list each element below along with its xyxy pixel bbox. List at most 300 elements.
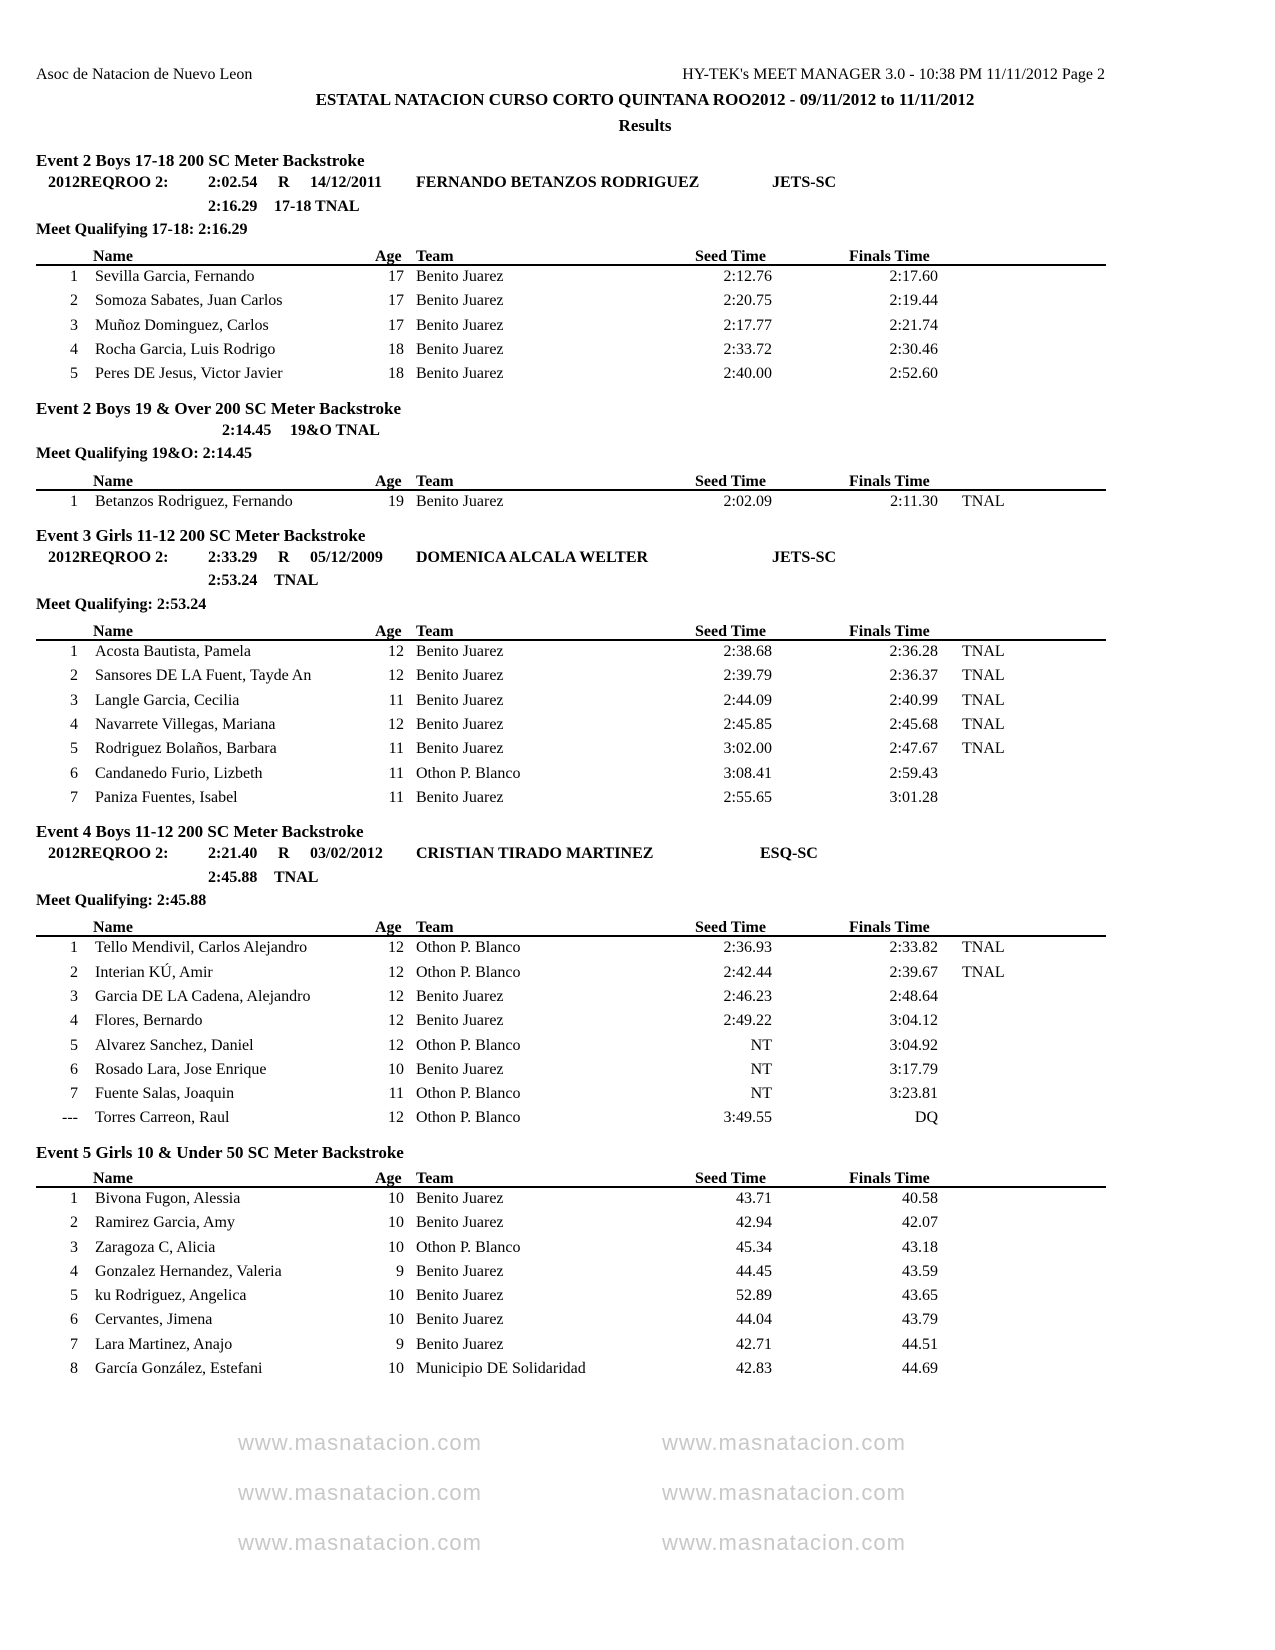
record-team: JETS-SC (772, 549, 837, 567)
column-header-name: Name (93, 919, 133, 937)
table-row (0, 1083, 1275, 1107)
seed-time: 2:55.65 (723, 788, 772, 806)
finals-time: 44.69 (902, 1360, 938, 1378)
swimmer-name: Rocha Garcia, Luis Rodrigo (95, 341, 276, 359)
team: Benito Juarez (416, 1189, 504, 1207)
event-section (0, 149, 1275, 388)
event-title-line (0, 524, 1275, 547)
swimmer-name: Muñoz Dominguez, Carlos (95, 316, 269, 334)
finals-time: 3:04.12 (889, 1012, 938, 1030)
swimmer-name: Navarrete Villegas, Mariana (95, 715, 276, 733)
finals-time: 44.51 (902, 1335, 938, 1353)
swimmer-name: Tello Mendivil, Carlos Alejandro (95, 939, 308, 957)
results-heading: Results (618, 116, 672, 135)
finals-time: 2:59.43 (889, 764, 938, 782)
qualification-note: TNAL (962, 492, 1005, 510)
finals-time: 2:17.60 (889, 268, 938, 286)
seed-time: 42.83 (736, 1360, 772, 1378)
record-holder: DOMENICA ALCALA WELTER (416, 549, 649, 567)
watermark: www.masnatacion.com (238, 1480, 482, 1505)
place: 8 (70, 1360, 78, 1378)
finals-time: 2:39.67 (889, 963, 938, 981)
age: 17 (388, 316, 404, 334)
age: 12 (388, 1036, 404, 1054)
record-holder: FERNANDO BETANZOS RODRIGUEZ (416, 174, 700, 192)
seed-time: 2:49.22 (723, 1012, 772, 1030)
place: 1 (70, 268, 78, 286)
seed-time: 44.04 (736, 1311, 772, 1329)
age: 10 (388, 1360, 404, 1378)
swimmer-name: Alvarez Sanchez, Daniel (95, 1036, 254, 1054)
standard-time: 2:45.88 (208, 868, 258, 886)
table-row (0, 1035, 1275, 1059)
swimmer-name: Somoza Sabates, Juan Carlos (95, 292, 283, 310)
column-header-finals-time: Finals Time (849, 1169, 930, 1187)
column-header-team: Team (416, 1169, 454, 1187)
place: 1 (70, 1189, 78, 1207)
swimmer-name: García González, Estefani (95, 1360, 263, 1378)
event-section (0, 820, 1275, 1132)
table-row (0, 714, 1275, 738)
finals-time: 43.18 (902, 1238, 938, 1256)
team: Benito Juarez (416, 492, 504, 510)
table-row (0, 1261, 1275, 1285)
team: Othon P. Blanco (416, 764, 521, 782)
age: 11 (388, 788, 404, 806)
table-row (0, 937, 1275, 961)
column-header-age: Age (375, 623, 402, 641)
seed-time: 2:38.68 (723, 643, 772, 661)
standard-label: 17-18 TNAL (274, 197, 360, 215)
meet-qualifying: Meet Qualifying: 2:53.24 (36, 595, 207, 613)
swimmer-name: Cervantes, Jimena (95, 1311, 213, 1329)
organization-name: Asoc de Natacion de Nuevo Leon (36, 66, 253, 83)
seed-time: 2:02.09 (723, 492, 772, 510)
table-row (0, 491, 1275, 515)
event-title-line (0, 1141, 1275, 1164)
finals-time: 43.59 (902, 1262, 938, 1280)
event-title: Event 2 Boys 19 & Over 200 SC Meter Backstroke (36, 398, 401, 418)
column-header-age: Age (375, 919, 402, 937)
column-header-name: Name (93, 1169, 133, 1187)
event-section (0, 397, 1275, 515)
seed-time: 2:42.44 (723, 963, 772, 981)
team: Benito Juarez (416, 1262, 504, 1280)
swimmer-name: ku Rodriguez, Angelica (95, 1287, 247, 1305)
watermark: www.masnatacion.com (238, 1530, 482, 1555)
event-title-line (0, 149, 1275, 172)
swimmer-name: Sansores DE LA Fuent, Tayde An (95, 667, 312, 685)
record-holder: CRISTIAN TIRADO MARTINEZ (416, 845, 654, 863)
team: Benito Juarez (416, 1214, 504, 1232)
team: Benito Juarez (416, 740, 504, 758)
finals-time: 43.65 (902, 1287, 938, 1305)
place: 5 (70, 740, 78, 758)
age: 11 (388, 1085, 404, 1103)
age: 9 (396, 1262, 404, 1280)
table-row (0, 763, 1275, 787)
seed-time: 2:45.85 (723, 715, 772, 733)
column-header-finals-time: Finals Time (849, 248, 930, 266)
team: Benito Juarez (416, 1287, 504, 1305)
meet-title: ESTATAL NATACION CURSO CORTO QUINTANA ROO2012 - 09/11/2012 to 11/11/2012 (315, 90, 975, 109)
column-header-seed-time: Seed Time (695, 919, 766, 937)
standard-label: 19&O TNAL (290, 421, 380, 439)
qualification-note: TNAL (962, 939, 1005, 957)
event-title-line (0, 397, 1275, 420)
seed-time: 2:20.75 (723, 292, 772, 310)
finals-time: 2:45.68 (889, 715, 938, 733)
place: 1 (70, 939, 78, 957)
record-time: 2:21.40 (208, 845, 258, 863)
finals-time: 3:04.92 (889, 1036, 938, 1054)
record-date: 14/12/2011 (310, 174, 383, 192)
standard-line (0, 570, 1275, 593)
team: Benito Juarez (416, 341, 504, 359)
column-header-team: Team (416, 919, 454, 937)
swimmer-name: Rosado Lara, Jose Enrique (95, 1060, 267, 1078)
finals-time: 2:40.99 (889, 691, 938, 709)
record-flag: R (278, 549, 290, 567)
meet-qualifying-line (0, 890, 1275, 913)
team: Othon P. Blanco (416, 1085, 521, 1103)
meet-qualifying: Meet Qualifying 17-18: 2:16.29 (36, 220, 248, 238)
place: 7 (70, 788, 78, 806)
age: 12 (388, 667, 404, 685)
seed-time: 2:33.72 (723, 341, 772, 359)
place: 5 (70, 365, 78, 383)
record-team: ESQ-SC (760, 845, 818, 863)
qualification-note: TNAL (962, 691, 1005, 709)
column-header-row (36, 1164, 1106, 1188)
standard-label: TNAL (274, 868, 319, 886)
finals-time: 2:19.44 (889, 292, 938, 310)
seed-time: 42.71 (736, 1335, 772, 1353)
swimmer-name: Zaragoza C, Alicia (95, 1238, 216, 1256)
swimmer-name: Paniza Fuentes, Isabel (95, 788, 238, 806)
seed-time: 2:39.79 (723, 667, 772, 685)
age: 10 (388, 1238, 404, 1256)
seed-time: 52.89 (736, 1287, 772, 1305)
table-row (0, 1010, 1275, 1034)
table-row (0, 787, 1275, 811)
finals-time: 3:01.28 (889, 788, 938, 806)
column-header-name: Name (93, 248, 133, 266)
software-page-info: HY-TEK's MEET MANAGER 3.0 - 10:38 PM 11/11/2012 Page 2 (682, 66, 1105, 83)
column-header-finals-time: Finals Time (849, 919, 930, 937)
team: Benito Juarez (416, 1335, 504, 1353)
seed-time: 2:46.23 (723, 987, 772, 1005)
swimmer-name: Sevilla Garcia, Fernando (95, 268, 255, 286)
place: 6 (70, 764, 78, 782)
team: Benito Juarez (416, 715, 504, 733)
swimmer-name: Rodriguez Bolaños, Barbara (95, 740, 277, 758)
seed-time: 2:12.76 (723, 268, 772, 286)
team: Municipio DE Solidaridad (416, 1360, 586, 1378)
place: 7 (70, 1335, 78, 1353)
place: 4 (70, 1012, 78, 1030)
table-row (0, 641, 1275, 665)
team: Benito Juarez (416, 1012, 504, 1030)
age: 18 (388, 365, 404, 383)
table-row (0, 665, 1275, 689)
watermark: www.masnatacion.com (238, 1430, 482, 1455)
table-row (0, 962, 1275, 986)
standard-time: 2:16.29 (208, 197, 258, 215)
standard-line (0, 867, 1275, 890)
seed-time: 44.45 (736, 1262, 772, 1280)
record-label: 2012REQROO 2: (48, 549, 169, 567)
team: Benito Juarez (416, 643, 504, 661)
age: 10 (388, 1060, 404, 1078)
finals-time: 2:21.74 (889, 316, 938, 334)
table-row (0, 1107, 1275, 1131)
place: 1 (70, 492, 78, 510)
meet-qualifying-line (0, 443, 1275, 466)
team: Benito Juarez (416, 365, 504, 383)
table-row (0, 986, 1275, 1010)
finals-time: 2:52.60 (889, 365, 938, 383)
event-section (0, 1141, 1275, 1383)
column-header-age: Age (375, 248, 402, 266)
qualification-note: TNAL (962, 715, 1005, 733)
table-row (0, 1334, 1275, 1358)
column-header-seed-time: Seed Time (695, 623, 766, 641)
column-header-name: Name (93, 623, 133, 641)
column-header-row (36, 617, 1106, 641)
column-header-age: Age (375, 1169, 402, 1187)
event-title: Event 3 Girls 11-12 200 SC Meter Backstroke (36, 525, 366, 545)
team: Benito Juarez (416, 667, 504, 685)
record-flag: R (278, 845, 290, 863)
place: 3 (70, 316, 78, 334)
age: 12 (388, 715, 404, 733)
team: Othon P. Blanco (416, 1238, 521, 1256)
place: 4 (70, 715, 78, 733)
watermark: www.masnatacion.com (662, 1480, 906, 1505)
column-header-team: Team (416, 472, 454, 490)
age: 19 (388, 492, 404, 510)
seed-time: 2:44.09 (723, 691, 772, 709)
place: 3 (70, 987, 78, 1005)
table-row (0, 1309, 1275, 1333)
swimmer-name: Interian KÚ, Amir (95, 963, 213, 981)
place: 2 (70, 1214, 78, 1232)
finals-time: 2:36.37 (889, 667, 938, 685)
standard-line (0, 420, 1275, 443)
qualification-note: TNAL (962, 643, 1005, 661)
place: 2 (70, 963, 78, 981)
column-header-seed-time: Seed Time (695, 472, 766, 490)
finals-time: 42.07 (902, 1214, 938, 1232)
age: 17 (388, 268, 404, 286)
table-row (0, 1059, 1275, 1083)
age: 12 (388, 1012, 404, 1030)
column-header-seed-time: Seed Time (695, 248, 766, 266)
record-date: 05/12/2009 (310, 549, 383, 567)
qualification-note: TNAL (962, 667, 1005, 685)
record-time: 2:02.54 (208, 174, 258, 192)
seed-time: 3:49.55 (723, 1109, 772, 1127)
record-line (0, 172, 1275, 195)
meet-qualifying-line (0, 594, 1275, 617)
column-header-seed-time: Seed Time (695, 1169, 766, 1187)
place: 1 (70, 643, 78, 661)
column-header-team: Team (416, 623, 454, 641)
seed-time: 45.34 (736, 1238, 772, 1256)
record-line (0, 547, 1275, 570)
table-row (0, 315, 1275, 339)
table-row (0, 738, 1275, 762)
table-row (0, 363, 1275, 387)
age: 10 (388, 1287, 404, 1305)
age: 12 (388, 643, 404, 661)
record-label: 2012REQROO 2: (48, 845, 169, 863)
column-header-row (36, 913, 1106, 937)
seed-time: 43.71 (736, 1189, 772, 1207)
standard-time: 2:53.24 (208, 572, 258, 590)
events-list (0, 149, 1275, 1391)
age: 12 (388, 939, 404, 957)
swimmer-name: Ramirez Garcia, Amy (95, 1214, 235, 1232)
seed-time: 2:17.77 (723, 316, 772, 334)
watermark: www.masnatacion.com (662, 1530, 906, 1555)
age: 9 (396, 1335, 404, 1353)
swimmer-name: Acosta Bautista, Pamela (95, 643, 251, 661)
column-header-team: Team (416, 248, 454, 266)
place: 6 (70, 1311, 78, 1329)
finals-time: DQ (914, 1109, 938, 1127)
event-title: Event 5 Girls 10 & Under 50 SC Meter Backstroke (36, 1142, 404, 1162)
swimmer-name: Torres Carreon, Raul (95, 1109, 230, 1127)
standard-time: 2:14.45 (222, 421, 272, 439)
column-header-row (36, 242, 1106, 266)
team: Benito Juarez (416, 788, 504, 806)
age: 10 (388, 1311, 404, 1329)
table-row (0, 290, 1275, 314)
team: Benito Juarez (416, 292, 504, 310)
age: 12 (388, 1109, 404, 1127)
place: 7 (70, 1085, 78, 1103)
finals-time: 2:36.28 (889, 643, 938, 661)
meet-qualifying-line (0, 219, 1275, 242)
team: Benito Juarez (416, 987, 504, 1005)
finals-time: 2:33.82 (889, 939, 938, 957)
seed-time: 3:02.00 (723, 740, 772, 758)
place: 5 (70, 1036, 78, 1054)
standard-label: TNAL (274, 572, 319, 590)
table-row (0, 1212, 1275, 1236)
swimmer-name: Fuente Salas, Joaquin (95, 1085, 235, 1103)
team: Othon P. Blanco (416, 939, 521, 957)
team: Benito Juarez (416, 268, 504, 286)
swimmer-name: Garcia DE LA Cadena, Alejandro (95, 987, 311, 1005)
team: Benito Juarez (416, 1311, 504, 1329)
swimmer-name: Gonzalez Hernandez, Valeria (95, 1262, 282, 1280)
seed-time: 2:36.93 (723, 939, 772, 957)
age: 11 (388, 691, 404, 709)
table-row (0, 266, 1275, 290)
swimmer-name: Bivona Fugon, Alessia (95, 1189, 241, 1207)
age: 11 (388, 764, 404, 782)
age: 17 (388, 292, 404, 310)
event-title: Event 4 Boys 11-12 200 SC Meter Backstroke (36, 822, 364, 842)
finals-time: 3:23.81 (889, 1085, 938, 1103)
finals-time: 43.79 (902, 1311, 938, 1329)
seed-time: 2:40.00 (723, 365, 772, 383)
place: 4 (70, 1262, 78, 1280)
seed-time: NT (750, 1060, 772, 1078)
event-title: Event 2 Boys 17-18 200 SC Meter Backstroke (36, 151, 365, 170)
seed-time: NT (750, 1036, 772, 1054)
team: Benito Juarez (416, 1060, 504, 1078)
table-row (0, 339, 1275, 363)
finals-time: 40.58 (902, 1189, 938, 1207)
record-line (0, 843, 1275, 866)
record-time: 2:33.29 (208, 549, 258, 567)
column-header-age: Age (375, 472, 402, 490)
finals-time: 2:47.67 (889, 740, 938, 758)
team: Benito Juarez (416, 691, 504, 709)
qualification-note: TNAL (962, 740, 1005, 758)
swimmer-name: Peres DE Jesus, Victor Javier (95, 365, 283, 383)
finals-time: 2:30.46 (889, 341, 938, 359)
swimmer-name: Candanedo Furio, Lizbeth (95, 764, 263, 782)
table-row (0, 1285, 1275, 1309)
place: 2 (70, 667, 78, 685)
finals-time: 2:11.30 (890, 492, 938, 510)
seed-time: NT (750, 1085, 772, 1103)
event-title-line (0, 820, 1275, 843)
place: 6 (70, 1060, 78, 1078)
qualification-note: TNAL (962, 963, 1005, 981)
place: --- (62, 1109, 78, 1127)
record-team: JETS-SC (772, 174, 837, 192)
meet-qualifying: Meet Qualifying: 2:45.88 (36, 892, 207, 910)
table-row (0, 1237, 1275, 1261)
watermark: www.masnatacion.com (662, 1430, 906, 1455)
swimmer-name: Flores, Bernardo (95, 1012, 203, 1030)
team: Benito Juarez (416, 316, 504, 334)
age: 10 (388, 1214, 404, 1232)
place: 4 (70, 341, 78, 359)
column-header-finals-time: Finals Time (849, 472, 930, 490)
team: Othon P. Blanco (416, 1109, 521, 1127)
table-row (0, 1188, 1275, 1212)
record-label: 2012REQROO 2: (48, 174, 169, 192)
record-date: 03/02/2012 (310, 845, 383, 863)
record-flag: R (278, 174, 290, 192)
table-row (0, 1358, 1275, 1382)
swimmer-name: Betanzos Rodriguez, Fernando (95, 492, 293, 510)
place: 3 (70, 691, 78, 709)
seed-time: 42.94 (736, 1214, 772, 1232)
swimmer-name: Langle Garcia, Cecilia (95, 691, 240, 709)
finals-time: 2:48.64 (889, 987, 938, 1005)
age: 12 (388, 987, 404, 1005)
age: 10 (388, 1189, 404, 1207)
swimmer-name: Lara Martinez, Anajo (95, 1335, 233, 1353)
event-section (0, 524, 1275, 811)
column-header-name: Name (93, 472, 133, 490)
place: 2 (70, 292, 78, 310)
finals-time: 3:17.79 (889, 1060, 938, 1078)
place: 3 (70, 1238, 78, 1256)
age: 18 (388, 341, 404, 359)
place: 5 (70, 1287, 78, 1305)
column-header-finals-time: Finals Time (849, 623, 930, 641)
standard-line (0, 196, 1275, 219)
